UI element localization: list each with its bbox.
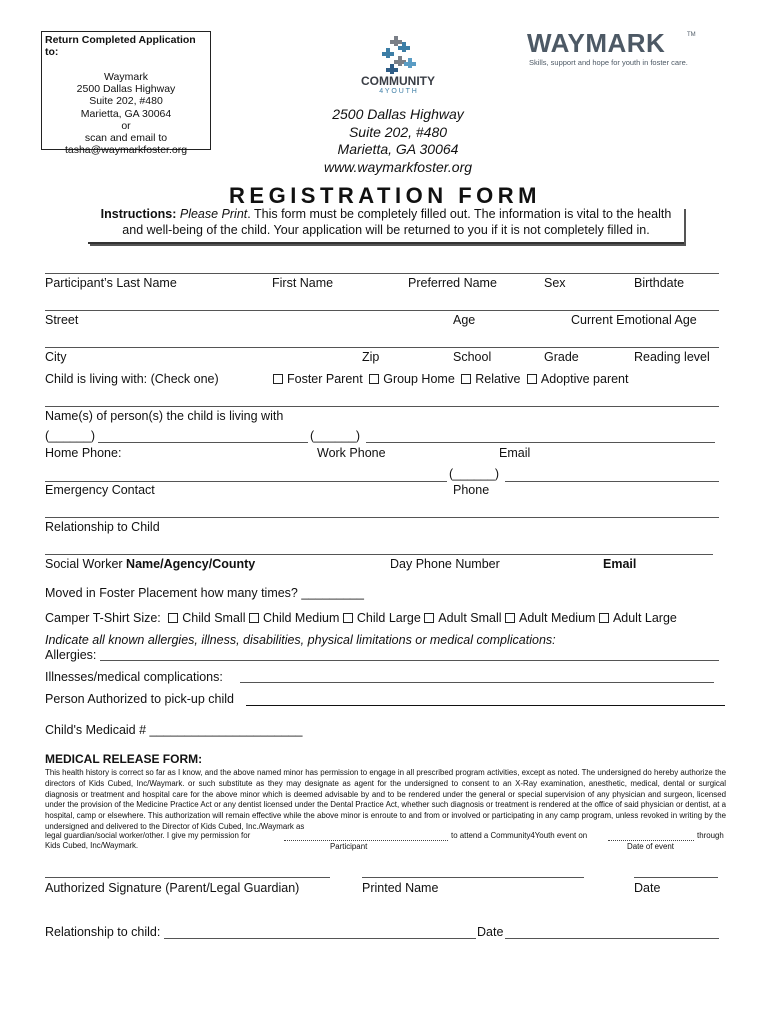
age-label: Age xyxy=(453,313,476,327)
medical-release-heading: MEDICAL RELEASE FORM: xyxy=(45,752,203,766)
waymark-tagline: Skills, support and hope for youth in foster care. xyxy=(529,58,688,67)
through-text: through xyxy=(697,831,724,840)
checkbox-adult-large[interactable]: Adult Large xyxy=(599,611,677,625)
home-phone-area-code[interactable]: (______) xyxy=(45,429,96,443)
printed-name-line[interactable] xyxy=(362,877,584,878)
pickup-label: Person Authorized to pick-up child xyxy=(45,692,234,706)
checkbox-icon[interactable] xyxy=(343,613,353,623)
relationship-to-child-label: Relationship to child: xyxy=(45,925,161,939)
community-4-youth-logo xyxy=(352,34,444,98)
checkbox-icon[interactable] xyxy=(599,613,609,623)
relationship-date-label: Date xyxy=(477,925,504,939)
instructions-label: Instructions: xyxy=(100,207,177,221)
medical-release-text xyxy=(45,768,726,833)
emergency-area-code[interactable]: (______) xyxy=(449,467,500,481)
event-date-line[interactable] xyxy=(608,840,694,841)
work-phone-line[interactable] xyxy=(366,442,715,443)
return-address-box xyxy=(41,31,211,157)
school-label: School xyxy=(453,350,492,364)
instructions-print: Please Print xyxy=(179,207,248,221)
address-line: 2500 Dallas Highway xyxy=(332,106,464,122)
return-line: Waymark xyxy=(104,71,148,83)
relationship-date-line[interactable] xyxy=(505,938,719,939)
checkbox-child-medium[interactable]: Child Medium xyxy=(249,611,339,625)
medical-release-paragraph: This health history is correct so far as I know, and the above named minor has permission to engage in all prescribed program activities, except as noted. The undersigned do hereby authorize the directors of Kids Cubed, Inc/Waymark. or such substitute as they may designate as agent for the undersigned to consent to an X-Ray examination, anesthetic, medical, dental or surgical diagnosis or treatment and hospital care for the above minor which is deemed advisable by and to be rendered under the general or special supervision of any physician and surgeon, licensed under the provision of the Medicine Practice Act or any dentist licensed under the Dental Practice Act, whether such diagnosis or treatment is rendered at the office of said physician or dentist, at a hospital, camp or elsewhere. This authorization will remain effective while the above minor is enroute to and from or involved or participating in any camp program, unless revoked in writing by the undersigned and delivered to the Director of Kids Cubed, Inc./Waymark as xyxy=(45,768,726,831)
allergies-line[interactable] xyxy=(100,660,719,661)
grade-label: Grade xyxy=(544,350,579,364)
emotional-age-label: Current Emotional Age xyxy=(571,313,697,327)
pickup-line[interactable] xyxy=(246,705,725,706)
allergies-label: Allergies: xyxy=(45,648,97,662)
date-of-event-caption: Date of event xyxy=(627,842,674,851)
permission-line: legal guardian/social worker/other. I give my permission for xyxy=(45,831,251,840)
medical-conditions-instruction: Indicate all known allergies, illness, disabilities, physical limitations or medical complications: xyxy=(45,633,556,647)
emergency-phone-line[interactable] xyxy=(505,481,719,482)
address-line: Marietta, GA 30064 xyxy=(337,141,459,157)
emergency-contact-label: Emergency Contact xyxy=(45,483,155,497)
return-line: Suite 202, #480 xyxy=(89,95,163,108)
form-title: REGISTRATION FORM xyxy=(229,183,541,208)
attend-event-text: to attend a Community4Youth event on xyxy=(451,831,588,840)
participant-caption: Participant xyxy=(330,842,368,851)
illnesses-label: Illnesses/medical complications: xyxy=(45,670,223,684)
checkbox-adult-medium[interactable]: Adult Medium xyxy=(505,611,595,625)
tshirt-label: Camper T-Shirt Size: xyxy=(45,611,161,625)
signature-line[interactable] xyxy=(45,877,330,878)
zip-label: Zip xyxy=(362,350,380,364)
preferred-name-label: Preferred Name xyxy=(408,276,497,290)
medicaid-field[interactable]: Child's Medicaid # ______________________ xyxy=(45,723,303,737)
email-label: Email xyxy=(499,446,531,460)
checkbox-child-small[interactable]: Child Small xyxy=(168,611,245,625)
checkbox-icon[interactable] xyxy=(527,374,537,384)
website-url[interactable]: www.waymarkfoster.org xyxy=(323,158,473,175)
first-name-label: First Name xyxy=(272,276,334,290)
return-heading: Return Completed Application to: xyxy=(45,34,196,58)
instructions-text: . This form must be completely filled out. The information is vital to the health xyxy=(247,207,672,221)
city-label: City xyxy=(45,350,67,364)
social-worker-label: Social Worker Name/Agency/County xyxy=(45,557,256,571)
reading-level-label: Reading level xyxy=(634,350,710,364)
return-line: 2500 Dallas Highway xyxy=(76,83,176,96)
signature-date-line[interactable] xyxy=(634,877,718,878)
tshirt-size-row xyxy=(45,611,677,625)
illnesses-line[interactable] xyxy=(240,682,714,683)
last-name-label: Participant’s Last Name xyxy=(45,276,177,290)
work-phone-area-code[interactable]: (______) xyxy=(310,429,361,443)
relationship-to-child-line[interactable] xyxy=(164,938,476,939)
return-line: tasha@waymarkfoster.org xyxy=(64,144,188,157)
names-label: Name(s) of person(s) the child is living with xyxy=(45,409,284,423)
checkbox-icon[interactable] xyxy=(505,613,515,623)
social-worker-bold: Name/Agency/County xyxy=(126,557,256,571)
kids-cubed-text: Kids Cubed, Inc/Waymark. xyxy=(45,841,139,850)
address-line: Suite 202, #480 xyxy=(348,123,448,140)
return-line: Marietta, GA 30064 xyxy=(80,107,172,120)
instructions-line-2: and well-being of the child. Your application will be returned to you if it is not completely filled in. xyxy=(122,222,650,237)
community-word: COMMUNITY xyxy=(361,74,435,88)
organization-address xyxy=(310,106,486,176)
printed-name-label: Printed Name xyxy=(362,881,439,895)
home-phone-label: Home Phone: xyxy=(45,446,122,460)
moved-placement-field[interactable]: Moved in Foster Placement how many times? _________ xyxy=(45,586,364,600)
sex-label: Sex xyxy=(544,276,566,290)
checkbox-foster-parent[interactable]: Foster Parent xyxy=(273,372,363,386)
relationship-label: Relationship to Child xyxy=(45,520,160,534)
relationship-line[interactable] xyxy=(45,517,719,518)
street-line[interactable] xyxy=(45,310,719,311)
instructions-box xyxy=(88,207,684,244)
birthdate-label: Birthdate xyxy=(634,276,685,290)
checkbox-relative[interactable]: Relative xyxy=(461,372,520,386)
instructions-line-1 xyxy=(88,207,684,223)
checkbox-icon[interactable] xyxy=(461,374,471,384)
return-line: scan and email to xyxy=(84,132,168,145)
checkbox-icon[interactable] xyxy=(369,374,379,384)
emergency-contact-line[interactable] xyxy=(45,481,447,482)
checkbox-adoptive-parent[interactable]: Adoptive parent xyxy=(527,372,629,386)
checkbox-icon[interactable] xyxy=(168,613,178,623)
checkbox-icon[interactable] xyxy=(273,374,283,384)
waymark-wordmark: WAYMARK xyxy=(527,28,666,58)
home-phone-line[interactable] xyxy=(98,442,308,443)
living-with-label: Child is living with: (Check one) xyxy=(45,372,219,386)
checkbox-icon[interactable] xyxy=(249,613,259,623)
city-line[interactable] xyxy=(45,347,719,348)
checkbox-group-home[interactable]: Group Home xyxy=(369,372,455,386)
names-line[interactable] xyxy=(45,406,719,407)
checkbox-child-large[interactable]: Child Large xyxy=(343,611,421,625)
work-phone-label: Work Phone xyxy=(317,446,386,460)
street-label: Street xyxy=(45,313,79,327)
checkbox-adult-small[interactable]: Adult Small xyxy=(424,611,501,625)
participant-info-line[interactable] xyxy=(45,273,719,274)
participant-name-line[interactable] xyxy=(284,840,448,841)
signature-date-label: Date xyxy=(634,881,661,895)
authorized-signature-label: Authorized Signature (Parent/Legal Guardian) xyxy=(45,881,300,895)
social-worker-line[interactable] xyxy=(45,554,713,555)
return-line: or xyxy=(121,119,131,132)
emergency-phone-label: Phone xyxy=(453,483,490,497)
checkbox-icon[interactable] xyxy=(424,613,434,623)
return-address-lines xyxy=(42,71,210,156)
youth-word: 4 Y O U T H xyxy=(379,88,417,95)
waymark-trademark: TM xyxy=(687,32,696,38)
day-phone-label: Day Phone Number xyxy=(390,557,500,571)
living-with-options xyxy=(273,372,628,386)
community-people-icon xyxy=(352,34,444,78)
waymark-logo xyxy=(527,28,707,72)
social-worker-email-label: Email xyxy=(603,557,637,571)
